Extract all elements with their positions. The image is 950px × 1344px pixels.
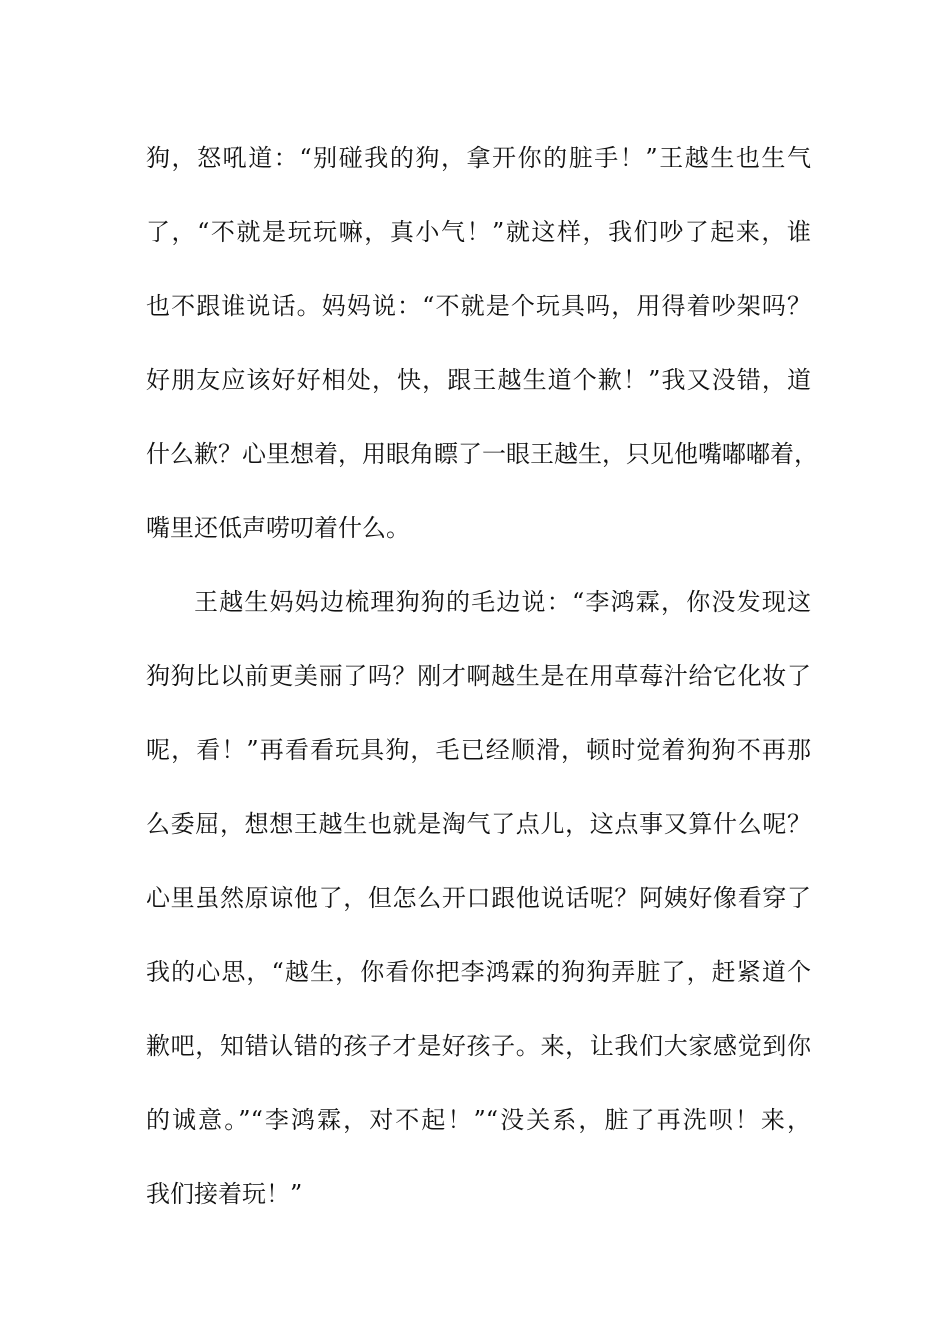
text-line: 呢，看！”再看看玩具狗，毛已经顺滑，顿时觉着狗狗不再那 (146, 736, 811, 764)
paragraph-2 (146, 578, 811, 1244)
text-line: 心里虽然原谅他了，但怎么开口跟他说话呢？阿姨好像看穿了 (146, 884, 811, 912)
text-line: 了，“不就是玩玩嘛，真小气！”就这样，我们吵了起来，谁 (146, 218, 811, 246)
paragraph-1 (146, 134, 818, 578)
text-line: 也不跟谁说话。妈妈说：“不就是个玩具吗，用得着吵架吗？ (146, 292, 811, 320)
text-line: 什么歉？心里想着，用眼角瞟了一眼王越生，只见他嘴嘟嘟着， (146, 440, 818, 468)
text-line: 狗狗比以前更美丽了吗？刚才啊越生是在用草莓汁给它化妆了 (146, 662, 811, 690)
text-line: 歉吧，知错认错的孩子才是好孩子。来，让我们大家感觉到你 (146, 1032, 811, 1060)
document-body (146, 134, 818, 1244)
text-line: 狗，怒吼道：“别碰我的狗，拿开你的脏手！”王越生也生气 (146, 144, 811, 172)
text-line: 嘴里还低声唠叨着什么。 (146, 514, 410, 542)
text-line: 好朋友应该好好相处，快，跟王越生道个歉！”我又没错，道 (146, 366, 811, 394)
text-line: 我们接着玩！” (146, 1180, 303, 1208)
text-line: 王越生妈妈边梳理狗狗的毛边说：“李鸿霖，你没发现这 (194, 588, 811, 616)
text-line: 么委屈，想想王越生也就是淘气了点儿，这点事又算什么呢？ (146, 810, 811, 838)
text-line: 的诚意。”“李鸿霖，对不起！”“没关系，脏了再洗呗！来， (146, 1106, 811, 1134)
text-line: 我的心思，“越生，你看你把李鸿霖的狗狗弄脏了，赶紧道个 (146, 958, 811, 986)
